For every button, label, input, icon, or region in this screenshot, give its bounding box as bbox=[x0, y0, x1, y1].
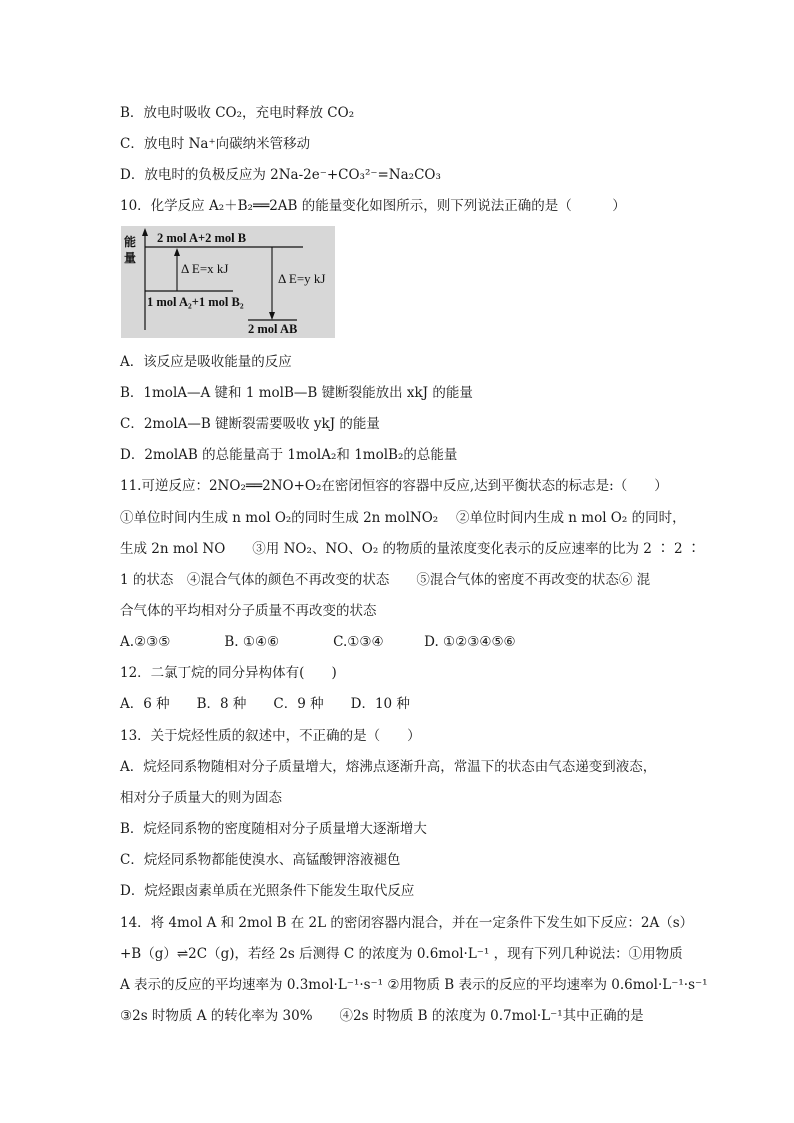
text-line: 11.可逆反应：2NO₂══2NO+O₂在密闭恒容的容器中反应,达到平衡状态的标志是:（ ） bbox=[120, 478, 668, 494]
delta-x-label: Δ E=x kJ bbox=[181, 261, 229, 276]
text-line: D．2molAB 的总能量高于 1molA₂和 1molB₂的总能量 bbox=[120, 447, 458, 463]
y-axis-arrow-icon bbox=[142, 228, 148, 236]
text-line: ③2s 时物质 A 的转化率为 30% ④2s 时物质 B 的浓度为 0.7mol·L⁻¹其中正确的是 bbox=[120, 1008, 644, 1024]
text-line: A．该反应是吸收能量的反应 bbox=[120, 354, 292, 370]
text-line: A 表示的反应的平均速率为 0.3mol·L⁻¹·s⁻¹ ②用物质 B 表示的反应的平均速率为 0.6mol·L⁻¹·s⁻¹ bbox=[120, 977, 708, 993]
delta-x-arrow-head-icon bbox=[174, 248, 180, 256]
text-line: C．放电时 Na⁺向碳纳米管移动 bbox=[120, 136, 311, 152]
bottom-level-label: 2 mol AB bbox=[248, 322, 298, 336]
text-line: A．烷烃同系物随相对分子质量增大，熔沸点逐渐升高，常温下的状态由气态递变到液态， bbox=[120, 759, 657, 775]
text-line: D．放电时的负极反应为 2Na-2e⁻+CO₃²⁻=Na₂CO₃ bbox=[120, 167, 441, 183]
text-line: A.②③⑤ B. ①④⑥ C.①③④ D. ①②③④⑤⑥ bbox=[120, 634, 516, 650]
text-line: 合气体的平均相对分子质量不再改变的状态 bbox=[120, 603, 377, 619]
text-line: C．烷烃同系物都能使溴水、高锰酸钾溶液褪色 bbox=[120, 852, 401, 868]
text-line: C．2molA—B 键断裂需要吸收 ykJ 的能量 bbox=[120, 416, 380, 432]
text-line: D．烷烃跟卤素单质在光照条件下能发生取代反应 bbox=[120, 883, 415, 899]
delta-y-label: Δ E=y kJ bbox=[278, 271, 326, 286]
y-axis-label-1: 能 bbox=[124, 235, 137, 249]
energy-level-diagram bbox=[121, 226, 335, 338]
top-level-label: 2 mol A+2 mol B bbox=[157, 231, 247, 245]
delta-y-arrow-head-icon bbox=[269, 312, 275, 320]
text-line: 生成 2n mol NO ③用 NO₂、NO、O₂ 的物质的量浓度变化表示的反应速率的比为 2 ∶ 2 ∶ bbox=[120, 541, 701, 557]
mid-level-label: 1 mol A₂+1 mol B₂ bbox=[147, 295, 244, 309]
text-line: +B（g）⇌2C（g)，若经 2s 后测得 C 的浓度为 0.6mol·L⁻¹ ，现有下列几种说法：①用物质 bbox=[120, 946, 683, 962]
text-line: B．1molA—A 键和 1 molB—B 键断裂能放出 xkJ 的能量 bbox=[120, 385, 473, 401]
text-line: B．放电时吸收 CO₂，充电时释放 CO₂ bbox=[120, 105, 355, 121]
text-line: 14．将 4mol A 和 2mol B 在 2L 的密闭容器内混合，并在一定条件下发生如下反应：2A（s） bbox=[120, 915, 694, 931]
energy-diagram-svg bbox=[121, 226, 335, 338]
text-line: 13．关于烷烃性质的叙述中，不正确的是（ ） bbox=[120, 728, 421, 744]
text-line: A．6 种 B．8 种 C．9 种 D．10 种 bbox=[120, 696, 410, 712]
y-axis-label-2: 量 bbox=[124, 251, 137, 265]
text-line: 12．二氯丁烷的同分异构体有( ) bbox=[120, 665, 337, 681]
text-line: B．烷烃同系物的密度随相对分子质量增大逐渐增大 bbox=[120, 821, 427, 837]
text-line: 1 的状态 ④混合气体的颜色不再改变的状态 ⑤混合气体的密度不再改变的状态⑥ 混 bbox=[120, 572, 651, 588]
text-line: 10．化学反应 A₂＋B₂══2AB 的能量变化如图所示，则下列说法正确的是（ ） bbox=[120, 198, 626, 214]
text-line: 相对分子质量大的则为固态 bbox=[120, 790, 282, 806]
text-line: ①单位时间内生成 n mol O₂的同时生成 2n molNO₂ ②单位时间内生成 n mol O₂ 的同时， bbox=[120, 510, 686, 526]
